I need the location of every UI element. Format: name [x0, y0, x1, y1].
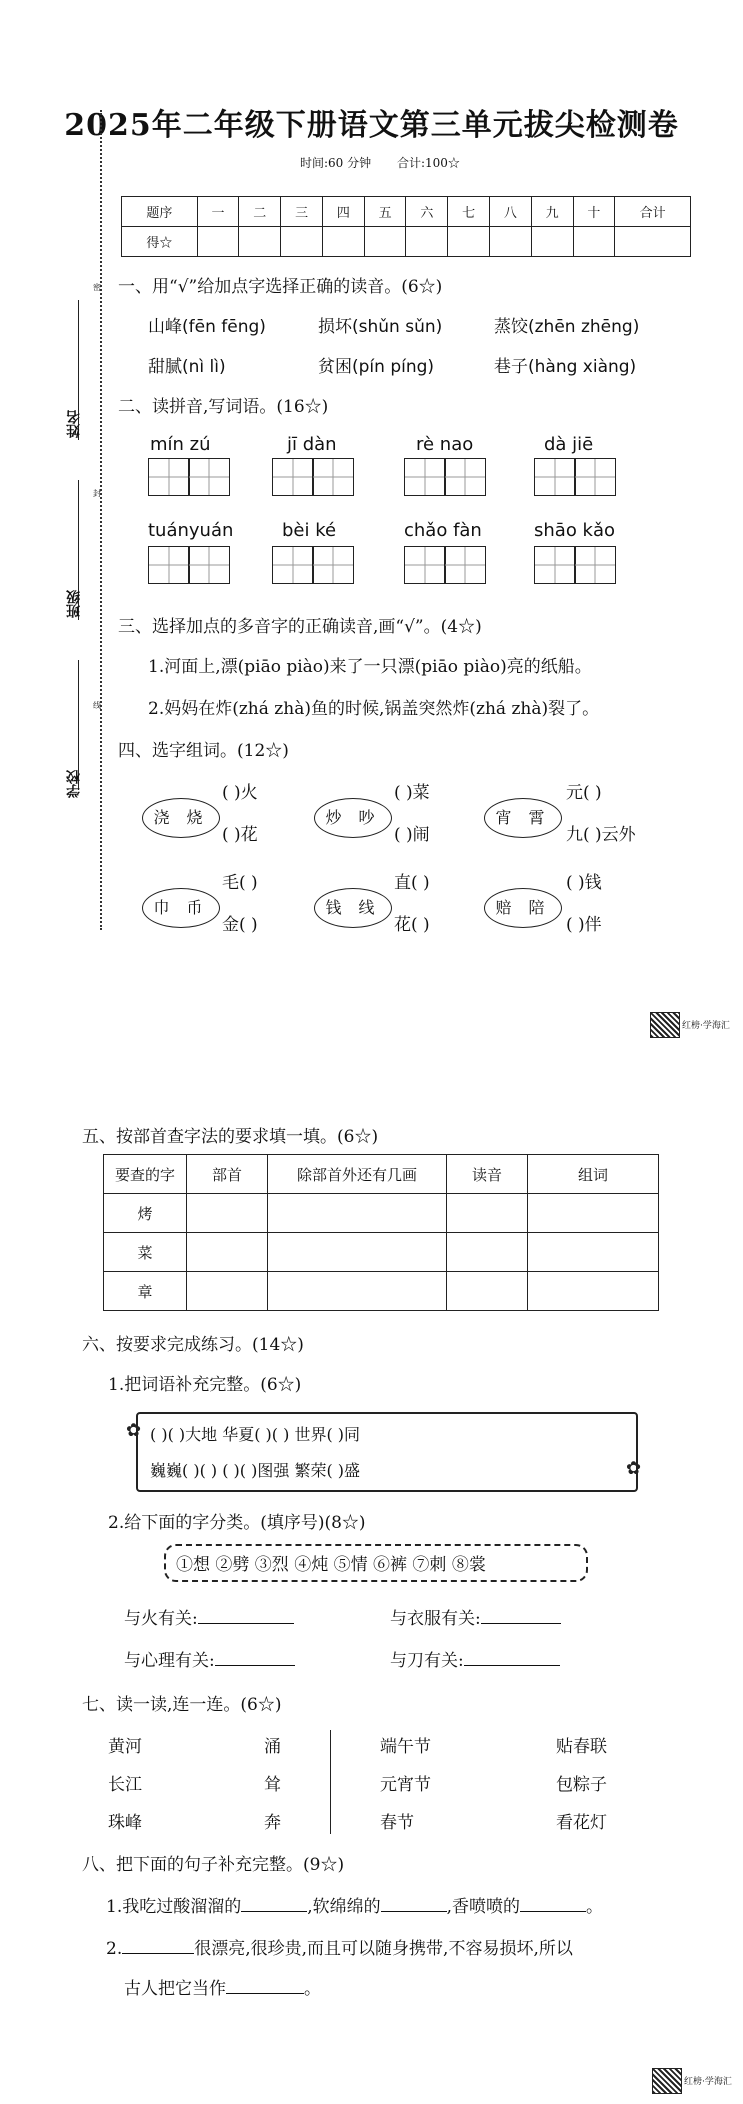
qr-code-icon — [652, 2068, 682, 2094]
score-input-cell[interactable] — [281, 227, 323, 257]
match-festival-item[interactable]: 端午节 — [380, 1737, 431, 1757]
score-cell: 一 — [197, 197, 239, 227]
s4-blank[interactable]: ( )火 — [222, 783, 258, 803]
brand-watermark: 红榜·学海汇 — [682, 1021, 730, 1031]
answer-cell[interactable] — [268, 1233, 447, 1272]
char-pair-oval: 赔 陪 — [484, 888, 562, 928]
s2-pinyin: bèi ké — [282, 520, 337, 541]
answer-blank[interactable] — [464, 1649, 560, 1666]
sentence-text: 2. — [106, 1939, 123, 1959]
char-pair-oval: 巾 币 — [142, 888, 220, 928]
char-pair-oval: 钱 线 — [314, 888, 392, 928]
match-verb-item[interactable]: 耸 — [264, 1775, 281, 1795]
s1-item[interactable] — [148, 312, 266, 337]
school-label: 学校 — [66, 770, 82, 798]
s1-item-text: 甜腻(nì lì) — [148, 357, 226, 377]
s4-blank[interactable]: ( )闹 — [394, 825, 430, 845]
category-knife — [390, 1646, 560, 1671]
table-row — [104, 1233, 659, 1272]
category-mind — [124, 1646, 295, 1671]
s4-blank[interactable]: 花( ) — [394, 915, 430, 935]
category-label: 与心理有关: — [124, 1651, 215, 1671]
score-cell: 三 — [281, 197, 323, 227]
qr-code-icon — [650, 1012, 680, 1038]
s1-item-text: 蒸饺(zhēn zhēng) — [494, 317, 640, 337]
score-input-cell[interactable] — [239, 227, 281, 257]
tianzi-box[interactable] — [404, 546, 446, 584]
score-cell: 四 — [322, 197, 364, 227]
s2-pinyin: shāo kǎo — [534, 520, 616, 541]
binding-dotted-line — [100, 110, 102, 930]
answer-cell[interactable] — [528, 1272, 659, 1311]
answer-blank[interactable] — [226, 1977, 304, 1994]
column-header: 读音 — [447, 1155, 528, 1194]
match-left-item[interactable]: 黄河 — [108, 1737, 142, 1757]
binding-mark-feng: 封 — [93, 489, 101, 498]
s8-line-2 — [106, 1934, 573, 1959]
score-cell: 六 — [406, 197, 448, 227]
category-label: 与火有关: — [124, 1609, 198, 1629]
category-label: 与刀有关: — [390, 1651, 464, 1671]
column-header: 除部首外还有几画 — [268, 1155, 447, 1194]
tianzi-box[interactable] — [148, 546, 190, 584]
s1-item-text: 山峰(fēn fēng) — [148, 317, 266, 337]
s2-pinyin: chǎo fàn — [404, 520, 482, 541]
column-header: 部首 — [187, 1155, 268, 1194]
score-table-score-row — [122, 227, 691, 257]
sentence-text: 很漂亮,很珍贵,而且可以随身携带,不容易损坏,所以 — [194, 1939, 573, 1959]
answer-blank[interactable] — [481, 1607, 561, 1624]
class-label: 班级 — [66, 590, 82, 618]
column-header: 组词 — [528, 1155, 659, 1194]
match-verb-item[interactable]: 奔 — [264, 1813, 281, 1833]
score-input-cell[interactable] — [197, 227, 239, 257]
section3-title: 三、选择加点的多音字的正确读音,画“√”。(4☆) — [118, 617, 482, 637]
tianzi-box[interactable] — [188, 546, 230, 584]
match-left-item[interactable]: 珠峰 — [108, 1813, 142, 1833]
s6-sub2: 2.给下面的字分类。(填序号)(8☆) — [108, 1513, 366, 1533]
time-limit: 时间:60 分钟 — [300, 156, 372, 170]
category-label: 与衣服有关: — [390, 1609, 481, 1629]
tianzi-box[interactable] — [148, 458, 190, 496]
s1-item[interactable] — [318, 352, 434, 377]
classify-char-list: ①想 ②劈 ③烈 ④炖 ⑤情 ⑥裤 ⑦刺 ⑧裳 — [176, 1555, 486, 1575]
answer-blank[interactable] — [381, 1895, 447, 1912]
answer-blank[interactable] — [122, 1937, 194, 1954]
tianzi-box[interactable] — [574, 546, 616, 584]
match-festival-item[interactable]: 春节 — [380, 1813, 414, 1833]
flower-decoration-icon: ✿ — [126, 1420, 142, 1441]
score-input-cell[interactable] — [615, 227, 691, 257]
tianzi-box[interactable] — [272, 546, 314, 584]
match-left-item[interactable]: 长江 — [108, 1775, 142, 1795]
total-score: 合计:100☆ — [396, 156, 460, 170]
score-cell: 二 — [239, 197, 281, 227]
score-input-cell[interactable] — [322, 227, 364, 257]
score-table — [121, 196, 691, 257]
exam-meta — [300, 154, 482, 171]
divider-line — [330, 1730, 331, 1834]
sentence-text: 。 — [304, 1979, 321, 1999]
section4-title: 四、选字组词。(12☆) — [118, 741, 289, 761]
answer-cell[interactable] — [447, 1272, 528, 1311]
char-pair-oval: 浇 烧 — [142, 798, 220, 838]
category-fire — [124, 1604, 294, 1629]
section1-title: 一、用“√”给加点字选择正确的读音。(6☆) — [118, 277, 443, 297]
s1-item[interactable] — [494, 312, 639, 337]
s4-blank[interactable]: ( )花 — [222, 825, 258, 845]
section2-title: 二、读拼音,写词语。(16☆) — [118, 397, 329, 417]
page-title: 2025年二年级下册语文第三单元拔尖检测卷 — [64, 108, 679, 143]
answer-cell[interactable] — [187, 1233, 268, 1272]
s8-line-3 — [124, 1974, 321, 1999]
lookup-char: 烤 — [104, 1194, 187, 1233]
s2-pinyin: dà jiē — [544, 434, 594, 455]
score-cell: 题序 — [122, 197, 198, 227]
tianzi-box[interactable] — [534, 458, 576, 496]
table-header-row — [104, 1155, 659, 1194]
name-label: 姓名 — [66, 410, 82, 438]
score-input-cell[interactable] — [364, 227, 406, 257]
sentence-text: 。 — [586, 1897, 604, 1917]
s1-item[interactable] — [494, 352, 636, 377]
s6-sub1: 1.把词语补充完整。(6☆) — [108, 1375, 302, 1395]
score-input-cell[interactable] — [573, 227, 615, 257]
table-row — [104, 1194, 659, 1233]
brand-watermark: 红榜·学海汇 — [684, 2077, 732, 2087]
answer-cell[interactable] — [528, 1194, 659, 1233]
column-header: 要查的字 — [104, 1155, 187, 1194]
s1-item-text: 贫困(pín píng) — [318, 357, 435, 377]
s3-line-1[interactable]: 1.河面上,漂(piāo piào)来了一只漂(piāo piào)亮的纸船。 — [148, 657, 592, 677]
sentence-text: 古人把它当作 — [124, 1979, 226, 1999]
match-verb-item[interactable]: 涌 — [264, 1737, 281, 1757]
binding-mark-mi: 密 — [93, 283, 101, 292]
s4-blank[interactable]: 金( ) — [222, 915, 258, 935]
tianzi-box[interactable] — [534, 546, 576, 584]
s1-item-text: 损坏(shǔn sǔn) — [318, 317, 443, 337]
tianzi-box[interactable] — [444, 458, 486, 496]
answer-cell[interactable] — [447, 1233, 528, 1272]
score-cell: 八 — [490, 197, 532, 227]
tianzi-box[interactable] — [188, 458, 230, 496]
section8-title: 八、把下面的句子补充完整。(9☆) — [82, 1855, 345, 1875]
answer-cell[interactable] — [268, 1194, 447, 1233]
score-cell: 十 — [573, 197, 615, 227]
score-input-cell[interactable] — [531, 227, 573, 257]
lookup-char: 菜 — [104, 1233, 187, 1272]
tianzi-box[interactable] — [312, 546, 354, 584]
category-clothing — [390, 1604, 561, 1629]
s2-pinyin: tuányuán — [148, 520, 234, 541]
answer-cell[interactable] — [528, 1233, 659, 1272]
answer-cell[interactable] — [447, 1194, 528, 1233]
match-custom-item[interactable]: 看花灯 — [556, 1813, 607, 1833]
idiom-row-1[interactable]: ( )( )大地 华夏( )( ) 世界( )同 — [150, 1425, 361, 1444]
score-cell: 七 — [448, 197, 490, 227]
section7-title: 七、读一读,连一连。(6☆) — [82, 1695, 282, 1715]
sentence-text: ,软绵绵的 — [307, 1897, 381, 1917]
tianzi-box[interactable] — [404, 458, 446, 496]
s2-pinyin: rè nao — [416, 434, 474, 455]
tianzi-box[interactable] — [444, 546, 486, 584]
score-row-label: 得☆ — [122, 227, 198, 257]
s4-blank[interactable]: ( )菜 — [394, 783, 430, 803]
s4-blank[interactable]: 元( ) — [566, 783, 602, 803]
score-cell: 合计 — [615, 197, 691, 227]
answer-cell[interactable] — [187, 1272, 268, 1311]
tianzi-box[interactable] — [272, 458, 314, 496]
char-pair-oval: 炒 吵 — [314, 798, 392, 838]
s3-line-2[interactable]: 2.妈妈在炸(zhá zhà)鱼的时候,锅盖突然炸(zhá zhà)裂了。 — [148, 699, 600, 719]
flower-decoration-icon: ✿ — [626, 1458, 642, 1479]
s2-pinyin: jī dàn — [287, 434, 337, 455]
s1-item-text: 巷子(hàng xiàng) — [494, 357, 637, 377]
tianzi-box[interactable] — [312, 458, 354, 496]
table-row — [104, 1272, 659, 1311]
match-festival-item[interactable]: 元宵节 — [380, 1775, 431, 1795]
char-pair-oval: 宵 霄 — [484, 798, 562, 838]
match-custom-item[interactable]: 包粽子 — [556, 1775, 607, 1795]
answer-blank[interactable] — [520, 1895, 586, 1912]
section5-title: 五、按部首查字法的要求填一填。(6☆) — [82, 1127, 379, 1147]
answer-blank[interactable] — [198, 1607, 294, 1624]
score-cell: 五 — [364, 197, 406, 227]
s1-item[interactable] — [318, 312, 442, 337]
score-cell: 九 — [531, 197, 573, 227]
tianzi-box[interactable] — [574, 458, 616, 496]
s4-blank[interactable]: 直( ) — [394, 873, 430, 893]
sentence-text: 1.我吃过酸溜溜的 — [106, 1897, 242, 1917]
s4-blank[interactable]: ( )伴 — [566, 915, 602, 935]
s4-blank[interactable]: ( )钱 — [566, 873, 602, 893]
sentence-text: ,香喷喷的 — [446, 1897, 521, 1917]
s1-item[interactable] — [148, 352, 226, 377]
score-input-cell[interactable] — [448, 227, 490, 257]
answer-blank[interactable] — [215, 1649, 295, 1666]
answer-cell[interactable] — [187, 1194, 268, 1233]
score-table-header-row — [122, 197, 691, 227]
s8-line-1 — [106, 1892, 603, 1917]
answer-blank[interactable] — [241, 1895, 307, 1912]
radical-lookup-table — [103, 1154, 659, 1311]
binding-mark-xian: 线 — [93, 701, 101, 710]
lookup-char: 章 — [104, 1272, 187, 1311]
section6-title: 六、按要求完成练习。(14☆) — [82, 1335, 304, 1355]
s4-blank[interactable]: 九( )云外 — [566, 825, 636, 845]
answer-cell[interactable] — [268, 1272, 447, 1311]
idiom-row-2[interactable]: 巍巍( )( ) ( )( )图强 繁荣( )盛 — [150, 1461, 361, 1480]
score-input-cell[interactable] — [490, 227, 532, 257]
s2-pinyin: mín zú — [150, 434, 211, 455]
match-custom-item[interactable]: 贴春联 — [556, 1737, 607, 1757]
score-input-cell[interactable] — [406, 227, 448, 257]
s4-blank[interactable]: 毛( ) — [222, 873, 258, 893]
